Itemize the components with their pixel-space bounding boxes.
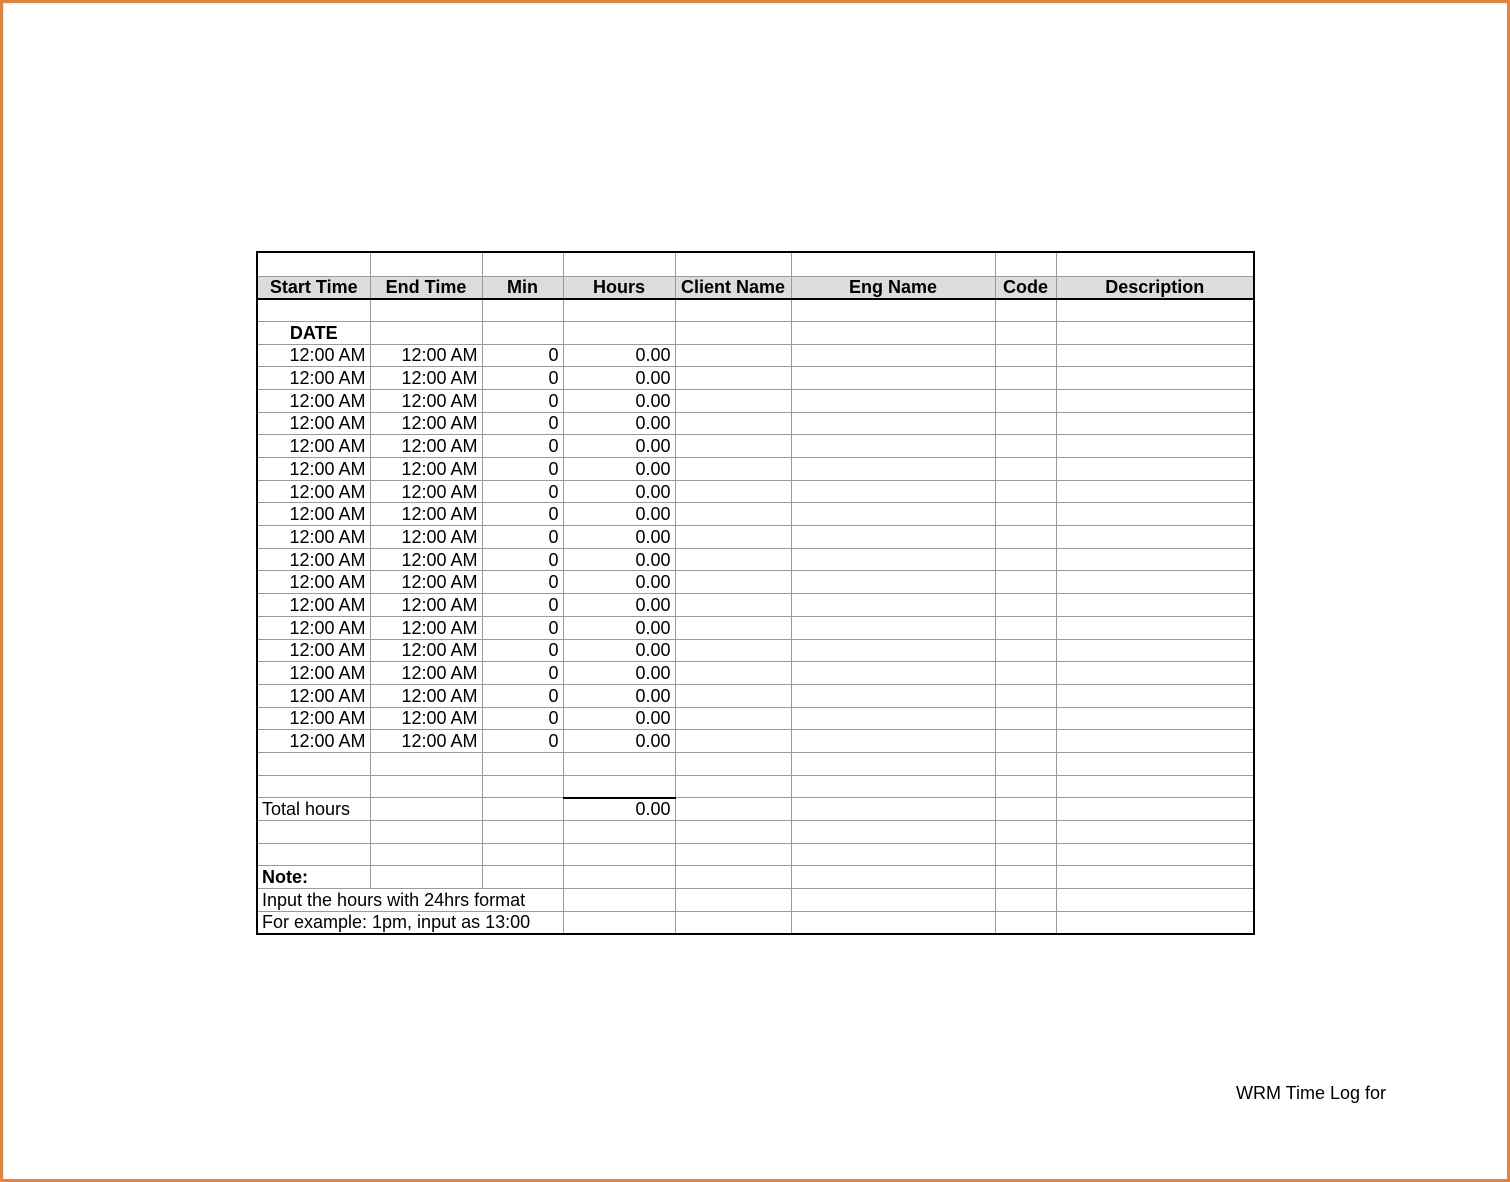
cell[interactable] bbox=[995, 843, 1056, 866]
start-time-cell[interactable]: 12:00 AM bbox=[257, 344, 370, 367]
table-row bbox=[257, 594, 1254, 617]
hours-cell[interactable]: 0.00 bbox=[563, 639, 675, 662]
time-log-table bbox=[256, 251, 1255, 935]
cell[interactable] bbox=[675, 299, 791, 322]
cell[interactable] bbox=[791, 321, 995, 344]
hours-cell[interactable]: 0.00 bbox=[563, 480, 675, 503]
table-row bbox=[257, 730, 1254, 753]
cell[interactable] bbox=[370, 299, 482, 322]
cell[interactable] bbox=[1056, 594, 1254, 617]
cell[interactable] bbox=[675, 367, 791, 390]
start-time-cell[interactable]: 12:00 AM bbox=[257, 616, 370, 639]
cell[interactable] bbox=[791, 730, 995, 753]
cell[interactable] bbox=[995, 299, 1056, 322]
cell[interactable] bbox=[675, 684, 791, 707]
hours-cell[interactable]: 0.00 bbox=[563, 389, 675, 412]
cell[interactable] bbox=[675, 458, 791, 481]
cell[interactable] bbox=[791, 458, 995, 481]
table-row bbox=[257, 662, 1254, 685]
cell[interactable] bbox=[791, 571, 995, 594]
hours-cell[interactable]: 0.00 bbox=[563, 367, 675, 390]
cell[interactable] bbox=[370, 821, 482, 844]
cell[interactable] bbox=[482, 752, 563, 775]
cell[interactable] bbox=[257, 821, 370, 844]
cell[interactable] bbox=[791, 367, 995, 390]
cell[interactable] bbox=[1056, 752, 1254, 775]
cell[interactable] bbox=[995, 435, 1056, 458]
end-time-cell[interactable]: 12:00 AM bbox=[370, 548, 482, 571]
cell[interactable] bbox=[1056, 684, 1254, 707]
cell[interactable] bbox=[995, 775, 1056, 798]
cell[interactable] bbox=[563, 752, 675, 775]
cell[interactable] bbox=[791, 344, 995, 367]
cell[interactable] bbox=[370, 752, 482, 775]
cell[interactable] bbox=[1056, 662, 1254, 685]
blank-row bbox=[257, 752, 1254, 775]
cell[interactable] bbox=[482, 798, 563, 821]
cell[interactable] bbox=[675, 662, 791, 685]
cell[interactable] bbox=[482, 321, 563, 344]
cell[interactable] bbox=[675, 866, 791, 889]
end-time-cell[interactable]: 12:00 AM bbox=[370, 730, 482, 753]
cell[interactable] bbox=[995, 367, 1056, 390]
cell[interactable] bbox=[370, 321, 482, 344]
cell[interactable] bbox=[482, 775, 563, 798]
cell[interactable] bbox=[563, 321, 675, 344]
cell[interactable] bbox=[1056, 548, 1254, 571]
cell[interactable] bbox=[563, 821, 675, 844]
cell[interactable] bbox=[675, 548, 791, 571]
start-time-cell[interactable]: 12:00 AM bbox=[257, 458, 370, 481]
hours-cell[interactable]: 0.00 bbox=[563, 435, 675, 458]
cell[interactable] bbox=[563, 866, 675, 889]
cell[interactable] bbox=[791, 911, 995, 934]
cell[interactable] bbox=[1056, 480, 1254, 503]
cell[interactable] bbox=[1056, 321, 1254, 344]
table-row bbox=[257, 548, 1254, 571]
start-time-cell[interactable]: 12:00 AM bbox=[257, 707, 370, 730]
note-title-row bbox=[257, 866, 1254, 889]
cell[interactable] bbox=[563, 911, 675, 934]
cell[interactable] bbox=[995, 662, 1056, 685]
note-line-row bbox=[257, 889, 1254, 912]
table-row bbox=[257, 684, 1254, 707]
hours-cell[interactable]: 0.00 bbox=[563, 412, 675, 435]
cell[interactable] bbox=[675, 526, 791, 549]
cell[interactable] bbox=[675, 389, 791, 412]
table-row bbox=[257, 412, 1254, 435]
total-row bbox=[257, 798, 1254, 821]
end-time-cell[interactable]: 12:00 AM bbox=[370, 412, 482, 435]
table-row bbox=[257, 526, 1254, 549]
cell[interactable] bbox=[482, 843, 563, 866]
min-cell[interactable]: 0 bbox=[482, 707, 563, 730]
cell[interactable] bbox=[791, 821, 995, 844]
min-cell[interactable]: 0 bbox=[482, 548, 563, 571]
cell[interactable] bbox=[675, 344, 791, 367]
cell[interactable] bbox=[1056, 889, 1254, 912]
hours-cell[interactable]: 0.00 bbox=[563, 548, 675, 571]
cell[interactable] bbox=[1056, 639, 1254, 662]
start-time-cell[interactable]: 12:00 AM bbox=[257, 639, 370, 662]
min-cell[interactable]: 0 bbox=[482, 730, 563, 753]
start-time-cell[interactable]: 12:00 AM bbox=[257, 594, 370, 617]
min-cell[interactable]: 0 bbox=[482, 503, 563, 526]
cell[interactable] bbox=[1056, 389, 1254, 412]
cell[interactable] bbox=[995, 548, 1056, 571]
start-time-cell[interactable]: 12:00 AM bbox=[257, 412, 370, 435]
cell[interactable] bbox=[675, 571, 791, 594]
table-row bbox=[257, 616, 1254, 639]
cell[interactable] bbox=[791, 616, 995, 639]
min-cell[interactable]: 0 bbox=[482, 367, 563, 390]
cell[interactable] bbox=[675, 798, 791, 821]
cell[interactable] bbox=[791, 662, 995, 685]
cell[interactable] bbox=[791, 707, 995, 730]
cell[interactable] bbox=[995, 889, 1056, 912]
cell[interactable] bbox=[791, 526, 995, 549]
hours-cell[interactable]: 0.00 bbox=[563, 458, 675, 481]
cell[interactable] bbox=[995, 458, 1056, 481]
table-row bbox=[257, 480, 1254, 503]
end-time-cell[interactable]: 12:00 AM bbox=[370, 707, 482, 730]
cell[interactable] bbox=[1056, 866, 1254, 889]
start-time-cell[interactable]: 12:00 AM bbox=[257, 684, 370, 707]
cell[interactable] bbox=[1056, 571, 1254, 594]
cell[interactable] bbox=[675, 775, 791, 798]
hours-cell[interactable]: 0.00 bbox=[563, 526, 675, 549]
date-label[interactable]: DATE bbox=[257, 321, 370, 344]
hours-cell[interactable]: 0.00 bbox=[563, 616, 675, 639]
cell[interactable] bbox=[675, 252, 791, 276]
header-code[interactable]: Code bbox=[995, 276, 1056, 299]
cell[interactable] bbox=[1056, 707, 1254, 730]
end-time-cell[interactable]: 12:00 AM bbox=[370, 367, 482, 390]
cell[interactable] bbox=[995, 730, 1056, 753]
header-min[interactable]: Min bbox=[482, 276, 563, 299]
table-row bbox=[257, 458, 1254, 481]
min-cell[interactable]: 0 bbox=[482, 480, 563, 503]
hours-cell[interactable]: 0.00 bbox=[563, 571, 675, 594]
cell[interactable] bbox=[482, 252, 563, 276]
cell[interactable] bbox=[370, 798, 482, 821]
header-hours[interactable]: Hours bbox=[563, 276, 675, 299]
start-time-cell[interactable]: 12:00 AM bbox=[257, 435, 370, 458]
cell[interactable] bbox=[791, 548, 995, 571]
cell[interactable] bbox=[482, 866, 563, 889]
cell[interactable] bbox=[675, 730, 791, 753]
cell[interactable] bbox=[995, 412, 1056, 435]
table-row bbox=[257, 435, 1254, 458]
cell[interactable] bbox=[995, 684, 1056, 707]
cell[interactable] bbox=[791, 412, 995, 435]
table-row bbox=[257, 571, 1254, 594]
cell[interactable] bbox=[675, 321, 791, 344]
start-time-cell[interactable]: 12:00 AM bbox=[257, 367, 370, 390]
cell[interactable] bbox=[995, 344, 1056, 367]
cell[interactable] bbox=[995, 707, 1056, 730]
cell[interactable] bbox=[995, 571, 1056, 594]
cell[interactable] bbox=[675, 843, 791, 866]
cell[interactable] bbox=[563, 252, 675, 276]
total-label[interactable]: Total hours bbox=[257, 798, 370, 821]
cell[interactable] bbox=[1056, 344, 1254, 367]
cell[interactable] bbox=[675, 911, 791, 934]
end-time-cell[interactable]: 12:00 AM bbox=[370, 526, 482, 549]
cell[interactable] bbox=[675, 480, 791, 503]
cell[interactable] bbox=[675, 503, 791, 526]
start-time-cell[interactable]: 12:00 AM bbox=[257, 662, 370, 685]
note-line-row bbox=[257, 911, 1254, 934]
end-time-cell[interactable]: 12:00 AM bbox=[370, 344, 482, 367]
end-time-cell[interactable]: 12:00 AM bbox=[370, 594, 482, 617]
cell[interactable] bbox=[370, 843, 482, 866]
cell[interactable] bbox=[257, 752, 370, 775]
min-cell[interactable]: 0 bbox=[482, 662, 563, 685]
cell[interactable] bbox=[995, 389, 1056, 412]
cell[interactable] bbox=[675, 639, 791, 662]
cell[interactable] bbox=[675, 752, 791, 775]
cell[interactable] bbox=[1056, 435, 1254, 458]
cell[interactable] bbox=[791, 866, 995, 889]
cell[interactable] bbox=[995, 639, 1056, 662]
cell[interactable] bbox=[1056, 252, 1254, 276]
cell[interactable] bbox=[995, 798, 1056, 821]
cell[interactable] bbox=[1056, 843, 1254, 866]
cell[interactable] bbox=[370, 252, 482, 276]
min-cell[interactable]: 0 bbox=[482, 389, 563, 412]
cell[interactable] bbox=[791, 480, 995, 503]
header-client-name[interactable]: Client Name bbox=[675, 276, 791, 299]
cell[interactable] bbox=[791, 435, 995, 458]
cell[interactable] bbox=[1056, 730, 1254, 753]
start-time-cell[interactable]: 12:00 AM bbox=[257, 526, 370, 549]
cell[interactable] bbox=[791, 775, 995, 798]
cell[interactable] bbox=[257, 843, 370, 866]
min-cell[interactable]: 0 bbox=[482, 526, 563, 549]
table-row bbox=[257, 344, 1254, 367]
start-time-cell[interactable]: 12:00 AM bbox=[257, 730, 370, 753]
cell[interactable] bbox=[791, 503, 995, 526]
cell[interactable] bbox=[1056, 526, 1254, 549]
cell[interactable] bbox=[675, 412, 791, 435]
cell[interactable] bbox=[791, 889, 995, 912]
cell[interactable] bbox=[791, 389, 995, 412]
end-time-cell[interactable]: 12:00 AM bbox=[370, 458, 482, 481]
start-time-cell[interactable]: 12:00 AM bbox=[257, 480, 370, 503]
cell[interactable] bbox=[995, 866, 1056, 889]
note-text[interactable]: For example: 1pm, input as 13:00 bbox=[257, 911, 563, 934]
table-row bbox=[257, 707, 1254, 730]
min-cell[interactable]: 0 bbox=[482, 435, 563, 458]
cell[interactable] bbox=[995, 526, 1056, 549]
cell[interactable] bbox=[791, 594, 995, 617]
cell[interactable] bbox=[482, 299, 563, 322]
total-value[interactable]: 0.00 bbox=[563, 798, 675, 821]
cell[interactable] bbox=[563, 889, 675, 912]
min-cell[interactable]: 0 bbox=[482, 412, 563, 435]
table-row bbox=[257, 503, 1254, 526]
cell[interactable] bbox=[482, 821, 563, 844]
end-time-cell[interactable]: 12:00 AM bbox=[370, 662, 482, 685]
cell[interactable] bbox=[675, 821, 791, 844]
cell[interactable] bbox=[1056, 299, 1254, 322]
end-time-cell[interactable]: 12:00 AM bbox=[370, 684, 482, 707]
end-time-cell[interactable]: 12:00 AM bbox=[370, 389, 482, 412]
min-cell[interactable]: 0 bbox=[482, 616, 563, 639]
hours-cell[interactable]: 0.00 bbox=[563, 344, 675, 367]
cell[interactable] bbox=[995, 503, 1056, 526]
cell[interactable] bbox=[995, 594, 1056, 617]
cell[interactable] bbox=[995, 252, 1056, 276]
min-cell[interactable]: 0 bbox=[482, 639, 563, 662]
end-time-cell[interactable]: 12:00 AM bbox=[370, 616, 482, 639]
blank-row bbox=[257, 299, 1254, 322]
header-row bbox=[257, 276, 1254, 299]
cell[interactable] bbox=[1056, 367, 1254, 390]
cell[interactable] bbox=[791, 798, 995, 821]
footer-text: WRM Time Log for bbox=[1236, 1083, 1387, 1103]
cell[interactable] bbox=[791, 843, 995, 866]
cell[interactable] bbox=[370, 866, 482, 889]
cell[interactable] bbox=[1056, 616, 1254, 639]
min-cell[interactable]: 0 bbox=[482, 344, 563, 367]
cell[interactable] bbox=[675, 707, 791, 730]
blank-row bbox=[257, 843, 1254, 866]
cell[interactable] bbox=[675, 435, 791, 458]
min-cell[interactable]: 0 bbox=[482, 458, 563, 481]
cell[interactable] bbox=[563, 299, 675, 322]
cell[interactable] bbox=[1056, 412, 1254, 435]
cell[interactable] bbox=[995, 480, 1056, 503]
cell[interactable] bbox=[791, 252, 995, 276]
blank-row bbox=[257, 775, 1254, 798]
start-time-cell[interactable]: 12:00 AM bbox=[257, 571, 370, 594]
note-text[interactable]: Input the hours with 24hrs format bbox=[257, 889, 563, 912]
cell[interactable] bbox=[791, 752, 995, 775]
cell[interactable] bbox=[791, 639, 995, 662]
start-time-cell[interactable]: 12:00 AM bbox=[257, 503, 370, 526]
end-time-cell[interactable]: 12:00 AM bbox=[370, 480, 482, 503]
end-time-cell[interactable]: 12:00 AM bbox=[370, 639, 482, 662]
cell[interactable] bbox=[1056, 503, 1254, 526]
header-description[interactable]: Description bbox=[1056, 276, 1254, 299]
table-row bbox=[257, 639, 1254, 662]
start-time-cell[interactable]: 12:00 AM bbox=[257, 548, 370, 571]
header-end-time[interactable]: End Time bbox=[370, 276, 482, 299]
cell[interactable] bbox=[257, 299, 370, 322]
hours-cell[interactable]: 0.00 bbox=[563, 503, 675, 526]
table-row bbox=[257, 367, 1254, 390]
cell[interactable] bbox=[995, 821, 1056, 844]
date-row bbox=[257, 321, 1254, 344]
cell[interactable] bbox=[995, 321, 1056, 344]
spacer-row bbox=[257, 252, 1254, 276]
header-eng-name[interactable]: Eng Name bbox=[791, 276, 995, 299]
cell[interactable] bbox=[675, 616, 791, 639]
header-start-time[interactable]: Start Time bbox=[257, 276, 370, 299]
end-time-cell[interactable]: 12:00 AM bbox=[370, 435, 482, 458]
cell[interactable] bbox=[791, 299, 995, 322]
cell[interactable] bbox=[1056, 821, 1254, 844]
end-time-cell[interactable]: 12:00 AM bbox=[370, 503, 482, 526]
cell[interactable] bbox=[563, 775, 675, 798]
cell[interactable] bbox=[995, 752, 1056, 775]
end-time-cell[interactable]: 12:00 AM bbox=[370, 571, 482, 594]
cell[interactable] bbox=[995, 911, 1056, 934]
cell[interactable] bbox=[791, 684, 995, 707]
min-cell[interactable]: 0 bbox=[482, 594, 563, 617]
blank-row bbox=[257, 821, 1254, 844]
hours-cell[interactable]: 0.00 bbox=[563, 730, 675, 753]
hours-cell[interactable]: 0.00 bbox=[563, 594, 675, 617]
min-cell[interactable]: 0 bbox=[482, 571, 563, 594]
cell[interactable] bbox=[675, 594, 791, 617]
start-time-cell[interactable]: 12:00 AM bbox=[257, 389, 370, 412]
min-cell[interactable]: 0 bbox=[482, 684, 563, 707]
cell[interactable] bbox=[257, 252, 370, 276]
cell[interactable] bbox=[1056, 798, 1254, 821]
cell[interactable] bbox=[1056, 458, 1254, 481]
hours-cell[interactable]: 0.00 bbox=[563, 707, 675, 730]
note-title[interactable]: Note: bbox=[257, 866, 370, 889]
cell[interactable] bbox=[1056, 775, 1254, 798]
table-row bbox=[257, 389, 1254, 412]
hours-cell[interactable]: 0.00 bbox=[563, 662, 675, 685]
cell[interactable] bbox=[1056, 911, 1254, 934]
hours-cell[interactable]: 0.00 bbox=[563, 684, 675, 707]
cell[interactable] bbox=[370, 775, 482, 798]
cell[interactable] bbox=[675, 889, 791, 912]
cell[interactable] bbox=[995, 616, 1056, 639]
cell[interactable] bbox=[257, 775, 370, 798]
cell[interactable] bbox=[563, 843, 675, 866]
